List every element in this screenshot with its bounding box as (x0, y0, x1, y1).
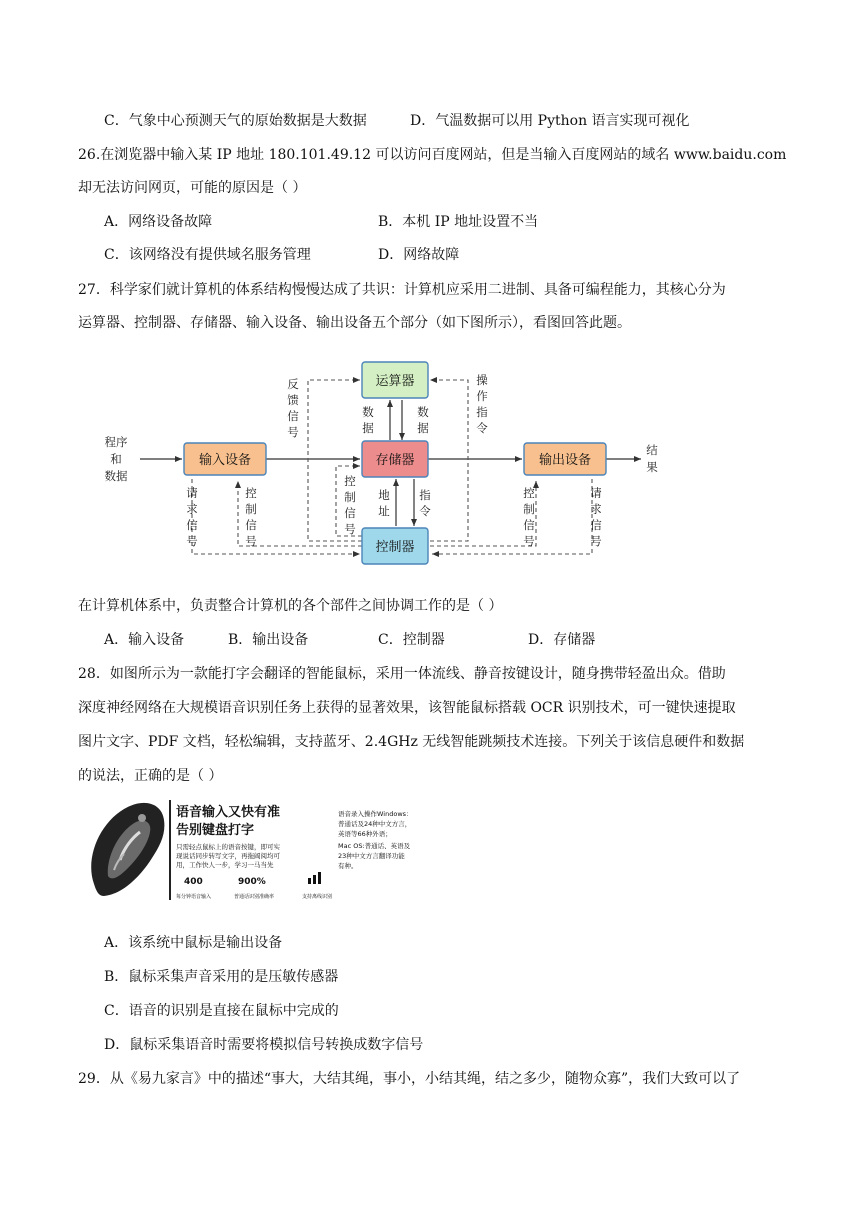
svg-text:作: 作 (476, 389, 488, 403)
instruction-label (419, 488, 431, 518)
svg-text:信: 信 (186, 518, 198, 532)
svg-text:据: 据 (417, 421, 429, 435)
ad-caption-1: 每分钟语音输入 (176, 894, 212, 900)
svg-text:控: 控 (523, 486, 535, 500)
svg-text:数据: 数据 (104, 469, 128, 483)
q28-option-b: B．鼠标采集声音采用的是压敏传感器 (104, 969, 339, 985)
svg-text:号: 号 (287, 425, 299, 439)
ad-body-2: 现说话同步转写文字，再拖阔阅均可 (176, 852, 280, 860)
svg-text:程序: 程序 (104, 435, 128, 449)
ad-side-2: 普通话及24种中文方言， (338, 820, 412, 828)
svg-text:号: 号 (344, 522, 356, 536)
output-device-label: 输出设备 (538, 453, 592, 468)
svg-text:和: 和 (110, 452, 122, 466)
computer-architecture-diagram (96, 356, 676, 576)
svg-text:号: 号 (523, 534, 535, 548)
q26-option-b: B．本机 IP 地址设置不当 (378, 214, 539, 230)
controller-label: 控制器 (375, 540, 415, 555)
svg-text:指: 指 (476, 405, 488, 419)
svg-text:请: 请 (186, 486, 198, 500)
svg-text:信: 信 (523, 518, 535, 532)
ad-side-1: 语音录入操作Windows： (338, 810, 413, 818)
svg-text:信: 信 (344, 506, 356, 520)
svg-text:求: 求 (186, 502, 198, 516)
svg-text:制: 制 (245, 502, 257, 516)
q27-stem-line1: 27．科学家们就计算机的体系结构慢慢达成了共识：计算机应采用二进制、具备可编程能力，其核心分为 (78, 282, 726, 298)
q27-option-d: D．存储器 (528, 632, 596, 648)
feedback-signal-label (287, 377, 299, 439)
q26-option-d: D．网络故障 (378, 247, 460, 263)
q26-option-a: A．网络设备故障 (104, 214, 213, 230)
control-signal-right-label (523, 486, 535, 548)
svg-text:指: 指 (419, 488, 431, 502)
control-signal-left-label (245, 486, 257, 548)
svg-text:号: 号 (590, 534, 602, 548)
q29-stem-line1: 29．从《易九家言》中的描述“事大，大结其绳，事小，小结其绳，结之多少，随物众寡”，我们大致可以了 (78, 1071, 741, 1087)
svg-text:令: 令 (419, 504, 431, 518)
svg-text:信: 信 (245, 518, 257, 532)
ad-stat-2: 900% (238, 877, 266, 887)
ad-headline-2: 告别键盘打字 (176, 823, 255, 838)
q26-stem-line2: 却无法访问网页，可能的原因是（ ） (78, 180, 307, 196)
svg-text:信: 信 (590, 518, 602, 532)
q25-option-d: D．气温数据可以用 Python 语言实现可视化 (410, 113, 690, 129)
operation-instruction-label (476, 373, 488, 435)
ad-caption-2: 普通话识别准确率 (234, 894, 275, 900)
q28-option-d: D．鼠标采集语音时需要将模拟信号转换成数字信号 (104, 1037, 424, 1053)
svg-text:号: 号 (245, 534, 257, 548)
q28-stem-line2: 深度神经网络在大规模语音识别任务上获得的显著效果，该智能鼠标搭载 OCR 识别技术，可一键快速提取 (78, 700, 736, 716)
q27-question: 在计算机体系中，负责整合计算机的各个部件之间协调工作的是（ ） (78, 598, 503, 614)
ad-side-6: 有种。 (338, 862, 358, 870)
q27-option-a: A．输入设备 (104, 632, 185, 648)
svg-text:制: 制 (523, 502, 535, 516)
ad-side-4: Mac OS:普通话、英语及 (338, 842, 411, 850)
q28-option-a: A．该系统中鼠标是输出设备 (104, 935, 283, 951)
program-and-data-label (105, 435, 128, 483)
alu-label: 运算器 (375, 374, 415, 389)
svg-text:信: 信 (287, 409, 299, 423)
ad-body-3: 用，工作快人一步，学习一马当先 (176, 861, 274, 869)
svg-text:操: 操 (476, 373, 488, 387)
svg-text:制: 制 (344, 490, 356, 504)
svg-text:控: 控 (245, 486, 257, 500)
svg-text:请: 请 (590, 486, 602, 500)
data-down-label (417, 405, 429, 435)
ad-caption-3: 支持离线识别 (302, 894, 333, 900)
q28-stem-line3: 图片文字、PDF 文档，轻松编辑，支持蓝牙、2.4GHz 无线智能跳频技术连接。下列关于该信息硬件和数据 (78, 734, 745, 750)
ad-stat-1: 400 (184, 877, 203, 887)
mouse-illustration (91, 803, 164, 896)
svg-text:号: 号 (186, 534, 198, 548)
q27-stem-line2: 运算器、控制器、存储器、输入设备、输出设备五个部分（如下图所示），看图回答此题。 (78, 315, 631, 331)
q27-option-c: C．控制器 (378, 632, 445, 648)
ad-side-5: 23种中文方言翻译功能 (338, 852, 405, 860)
q26-option-c: C．该网络没有提供域名服务管理 (104, 247, 311, 263)
smart-mouse-ad-image (84, 796, 440, 904)
q28-option-c: C．语音的识别是直接在鼠标中完成的 (104, 1003, 339, 1019)
svg-text:反: 反 (287, 377, 299, 391)
offline-icon (308, 872, 321, 884)
ad-body-1: 只需轻点鼠标上的语音按键，即可实 (176, 843, 280, 851)
svg-text:地: 地 (378, 488, 390, 502)
input-device-label: 输入设备 (198, 453, 252, 468)
svg-text:控: 控 (344, 474, 356, 488)
svg-text:果: 果 (646, 460, 658, 474)
svg-text:据: 据 (362, 421, 374, 435)
q27-option-b: B．输出设备 (228, 632, 309, 648)
svg-text:令: 令 (476, 421, 488, 435)
svg-text:结: 结 (646, 443, 658, 457)
q25-option-c: C．气象中心预测天气的原始数据是大数据 (104, 113, 367, 129)
svg-text:数: 数 (417, 405, 429, 419)
q28-stem-line1: 28．如图所示为一款能打字会翻译的智能鼠标，采用一体流线、静音按键设计，随身携带轻盈出众。借助 (78, 666, 726, 682)
ad-headline-1: 语音输入又快有准 (176, 805, 281, 820)
svg-text:址: 址 (378, 504, 390, 518)
q26-stem-line1: 26.在浏览器中输入某 IP 地址 180.101.49.12 可以访问百度网站，但是当输入百度网站的域名 www.baidu.com (78, 147, 787, 163)
data-up-label (362, 405, 374, 435)
ad-side-3: 英语等66种外语； (338, 830, 392, 838)
address-label (378, 488, 390, 518)
control-signal-middle-label (344, 474, 356, 536)
svg-text:求: 求 (590, 502, 602, 516)
result-label (646, 443, 658, 474)
memory-label: 存储器 (375, 453, 415, 468)
q28-stem-line4: 的说法，正确的是（ ） (78, 768, 223, 784)
svg-text:馈: 馈 (287, 393, 299, 407)
svg-text:数: 数 (362, 405, 374, 419)
